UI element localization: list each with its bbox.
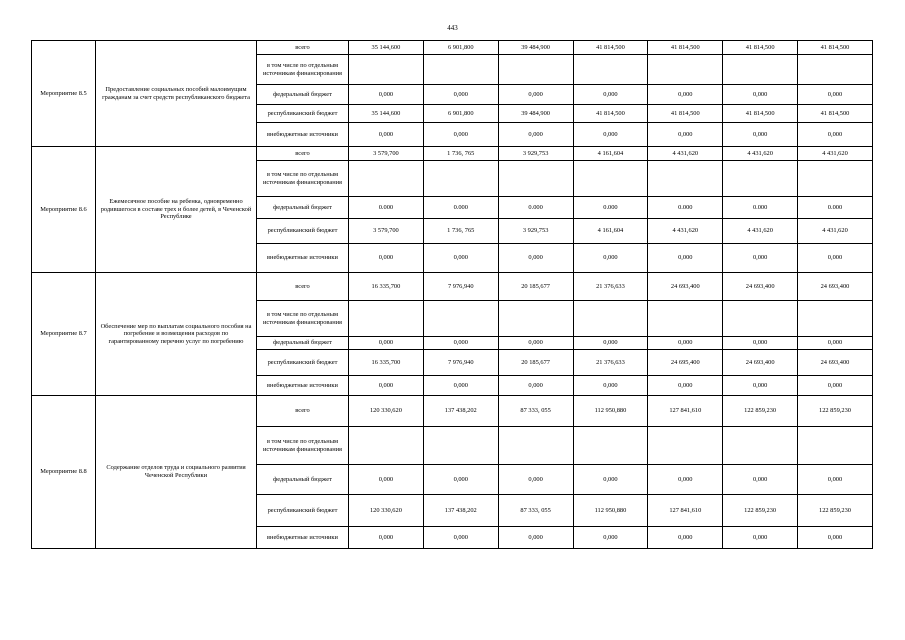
- value-cell: 6 901,800: [423, 105, 498, 123]
- value-cell: [648, 301, 723, 337]
- value-cell: 0,000: [573, 123, 648, 147]
- value-cell: 0,000: [798, 465, 873, 495]
- measure-description: Содержание отделов труда и социального развития Чеченской Республики: [96, 396, 257, 549]
- value-cell: [349, 427, 424, 465]
- value-cell: 0,000: [648, 244, 723, 273]
- table-row: [32, 273, 873, 301]
- value-cell: 0,000: [573, 337, 648, 350]
- measure-description: Обеспечение мер по выплатам социального пособия на погребение и возмещения расходов по гарантированному перечню услуг по погребению: [96, 273, 257, 396]
- value-cell: 0,000: [349, 527, 424, 549]
- value-cell: 16 335,700: [349, 273, 424, 301]
- value-cell: [648, 55, 723, 85]
- value-cell: [723, 161, 798, 197]
- value-cell: 122 859,230: [723, 396, 798, 427]
- funding-source: федеральный бюджет: [257, 465, 349, 495]
- value-cell: 137 438,202: [423, 495, 498, 527]
- value-cell: [648, 427, 723, 465]
- value-cell: [498, 161, 573, 197]
- measure-description: Предоставление социальных пособий малоимущим гражданам за счет средств республиканского бюджета: [96, 41, 257, 147]
- value-cell: [349, 301, 424, 337]
- value-cell: 0,000: [498, 85, 573, 105]
- value-cell: 4 431,620: [648, 147, 723, 161]
- value-cell: 1 736, 765: [423, 219, 498, 244]
- value-cell: 4 431,620: [723, 219, 798, 244]
- value-cell: 24 693,400: [723, 273, 798, 301]
- funding-source: всего: [257, 396, 349, 427]
- value-cell: 0,000: [723, 123, 798, 147]
- value-cell: [723, 301, 798, 337]
- funding-source: в том числе по отдельным источникам финансирования: [257, 301, 349, 337]
- funding-source: республиканский бюджет: [257, 350, 349, 376]
- value-cell: 16 335,700: [349, 350, 424, 376]
- funding-source: республиканский бюджет: [257, 219, 349, 244]
- value-cell: 35 144,600: [349, 41, 424, 55]
- value-cell: 0,000: [349, 337, 424, 350]
- value-cell: 4 431,620: [648, 219, 723, 244]
- measure-name: Мероприятие 8.6: [32, 147, 96, 273]
- value-cell: 41 814,500: [648, 41, 723, 55]
- value-cell: [723, 55, 798, 85]
- value-cell: 0,000: [423, 527, 498, 549]
- value-cell: [349, 55, 424, 85]
- page-number: 443: [447, 24, 458, 32]
- value-cell: 41 814,500: [648, 105, 723, 123]
- value-cell: [573, 427, 648, 465]
- funding-source: внебюджетные источники: [257, 527, 349, 549]
- value-cell: 0,000: [798, 244, 873, 273]
- measure-name: Мероприятие 8.7: [32, 273, 96, 396]
- value-cell: [798, 427, 873, 465]
- value-cell: [573, 55, 648, 85]
- value-cell: 0,000: [573, 376, 648, 396]
- value-cell: 0,000: [798, 376, 873, 396]
- funding-source: внебюджетные источники: [257, 376, 349, 396]
- value-cell: 0,000: [798, 85, 873, 105]
- value-cell: [573, 301, 648, 337]
- value-cell: 0,000: [723, 244, 798, 273]
- value-cell: 4 161,604: [573, 219, 648, 244]
- funding-source: внебюджетные источники: [257, 244, 349, 273]
- value-cell: 0,000: [498, 376, 573, 396]
- value-cell: 0,000: [349, 376, 424, 396]
- value-cell: 0,000: [349, 85, 424, 105]
- value-cell: 41 814,500: [723, 41, 798, 55]
- value-cell: 0,000: [498, 527, 573, 549]
- value-cell: 112 950,880: [573, 495, 648, 527]
- value-cell: [423, 301, 498, 337]
- value-cell: 0,000: [648, 376, 723, 396]
- value-cell: 0,000: [648, 465, 723, 495]
- value-cell: 127 841,610: [648, 396, 723, 427]
- value-cell: 0,000: [498, 244, 573, 273]
- value-cell: 0,000: [723, 376, 798, 396]
- value-cell: 7 976,940: [423, 273, 498, 301]
- value-cell: 0,000: [723, 337, 798, 350]
- funding-source: в том числе по отдельным источникам финансирования: [257, 427, 349, 465]
- value-cell: 0,000: [573, 465, 648, 495]
- value-cell: 41 814,500: [798, 41, 873, 55]
- value-cell: 0.000: [573, 197, 648, 219]
- value-cell: 21 376,633: [573, 350, 648, 376]
- measure-name: Мероприятие 8.5: [32, 41, 96, 147]
- value-cell: 24 695,400: [648, 350, 723, 376]
- funding-source: всего: [257, 147, 349, 161]
- value-cell: 0.000: [648, 197, 723, 219]
- table-row: [32, 147, 873, 161]
- funding-source: федеральный бюджет: [257, 337, 349, 350]
- value-cell: 0,000: [423, 465, 498, 495]
- value-cell: 87 333, 055: [498, 495, 573, 527]
- measure-description: Ежемесячное пособие на ребенка, одновременно родившегося в составе трех и более детей, в Чеченской Республике: [96, 147, 257, 273]
- value-cell: 0,000: [423, 376, 498, 396]
- value-cell: 0,000: [648, 337, 723, 350]
- value-cell: 24 693,400: [798, 273, 873, 301]
- value-cell: 41 814,500: [573, 105, 648, 123]
- value-cell: 35 144,600: [349, 105, 424, 123]
- value-cell: 137 438,202: [423, 396, 498, 427]
- value-cell: 0,000: [498, 337, 573, 350]
- value-cell: 0,000: [423, 337, 498, 350]
- value-cell: [498, 301, 573, 337]
- value-cell: 0.000: [498, 197, 573, 219]
- value-cell: 120 330,620: [349, 495, 424, 527]
- value-cell: 4 431,620: [798, 147, 873, 161]
- value-cell: 0,000: [349, 123, 424, 147]
- value-cell: 0,000: [349, 244, 424, 273]
- value-cell: 24 693,400: [798, 350, 873, 376]
- value-cell: 0.000: [349, 197, 424, 219]
- value-cell: 4 161,604: [573, 147, 648, 161]
- funding-source: внебюджетные источники: [257, 123, 349, 147]
- value-cell: 0.000: [723, 197, 798, 219]
- value-cell: 122 859,230: [723, 495, 798, 527]
- value-cell: 3 579,700: [349, 147, 424, 161]
- value-cell: 3 929,753: [498, 219, 573, 244]
- value-cell: 87 333, 055: [498, 396, 573, 427]
- funding-source: всего: [257, 273, 349, 301]
- value-cell: 0,000: [798, 337, 873, 350]
- value-cell: 0,000: [573, 244, 648, 273]
- value-cell: 0,000: [798, 527, 873, 549]
- value-cell: 0,000: [573, 85, 648, 105]
- table-row: [32, 41, 873, 55]
- value-cell: 21 376,633: [573, 273, 648, 301]
- value-cell: 122 859,230: [798, 396, 873, 427]
- funding-source: республиканский бюджет: [257, 105, 349, 123]
- value-cell: 0,000: [723, 527, 798, 549]
- funding-source: федеральный бюджет: [257, 197, 349, 219]
- value-cell: 0,000: [423, 85, 498, 105]
- value-cell: [498, 427, 573, 465]
- value-cell: [423, 427, 498, 465]
- funding-source: в том числе по отдельным источникам финансирования: [257, 161, 349, 197]
- value-cell: 0,000: [498, 465, 573, 495]
- value-cell: 120 330,620: [349, 396, 424, 427]
- funding-source: республиканский бюджет: [257, 495, 349, 527]
- value-cell: [423, 161, 498, 197]
- value-cell: [798, 301, 873, 337]
- value-cell: [798, 161, 873, 197]
- value-cell: 24 693,400: [648, 273, 723, 301]
- value-cell: 0,000: [648, 123, 723, 147]
- value-cell: 1 736, 765: [423, 147, 498, 161]
- value-cell: 4 431,620: [798, 219, 873, 244]
- value-cell: 0,000: [349, 465, 424, 495]
- value-cell: 0,000: [498, 123, 573, 147]
- value-cell: 3 929,753: [498, 147, 573, 161]
- value-cell: 39 484,900: [498, 105, 573, 123]
- value-cell: 6 901,800: [423, 41, 498, 55]
- value-cell: [349, 161, 424, 197]
- funding-source: в том числе по отдельным источникам финансирования: [257, 55, 349, 85]
- value-cell: 0,000: [798, 123, 873, 147]
- value-cell: 0,000: [723, 465, 798, 495]
- value-cell: 0.000: [423, 197, 498, 219]
- value-cell: 3 579,700: [349, 219, 424, 244]
- value-cell: 112 950,880: [573, 396, 648, 427]
- value-cell: [498, 55, 573, 85]
- value-cell: 41 814,500: [723, 105, 798, 123]
- value-cell: 0,000: [423, 123, 498, 147]
- funding-source: всего: [257, 41, 349, 55]
- value-cell: 39 484,900: [498, 41, 573, 55]
- value-cell: 0.000: [798, 197, 873, 219]
- value-cell: [723, 427, 798, 465]
- value-cell: 127 841,610: [648, 495, 723, 527]
- value-cell: 20 185,677: [498, 350, 573, 376]
- value-cell: 41 814,500: [573, 41, 648, 55]
- value-cell: 0,000: [423, 244, 498, 273]
- value-cell: 0,000: [723, 85, 798, 105]
- table-row: [32, 396, 873, 427]
- value-cell: 41 814,500: [798, 105, 873, 123]
- value-cell: 4 431,620: [723, 147, 798, 161]
- value-cell: [573, 161, 648, 197]
- value-cell: 0,000: [648, 527, 723, 549]
- value-cell: [798, 55, 873, 85]
- measure-name: Мероприятие 8.8: [32, 396, 96, 549]
- funding-source: федеральный бюджет: [257, 85, 349, 105]
- value-cell: 7 976,940: [423, 350, 498, 376]
- value-cell: 122 859,230: [798, 495, 873, 527]
- value-cell: 0,000: [648, 85, 723, 105]
- value-cell: [423, 55, 498, 85]
- value-cell: 20 185,677: [498, 273, 573, 301]
- value-cell: [648, 161, 723, 197]
- budget-table: [31, 40, 873, 549]
- value-cell: 0,000: [573, 527, 648, 549]
- value-cell: 24 693,400: [723, 350, 798, 376]
